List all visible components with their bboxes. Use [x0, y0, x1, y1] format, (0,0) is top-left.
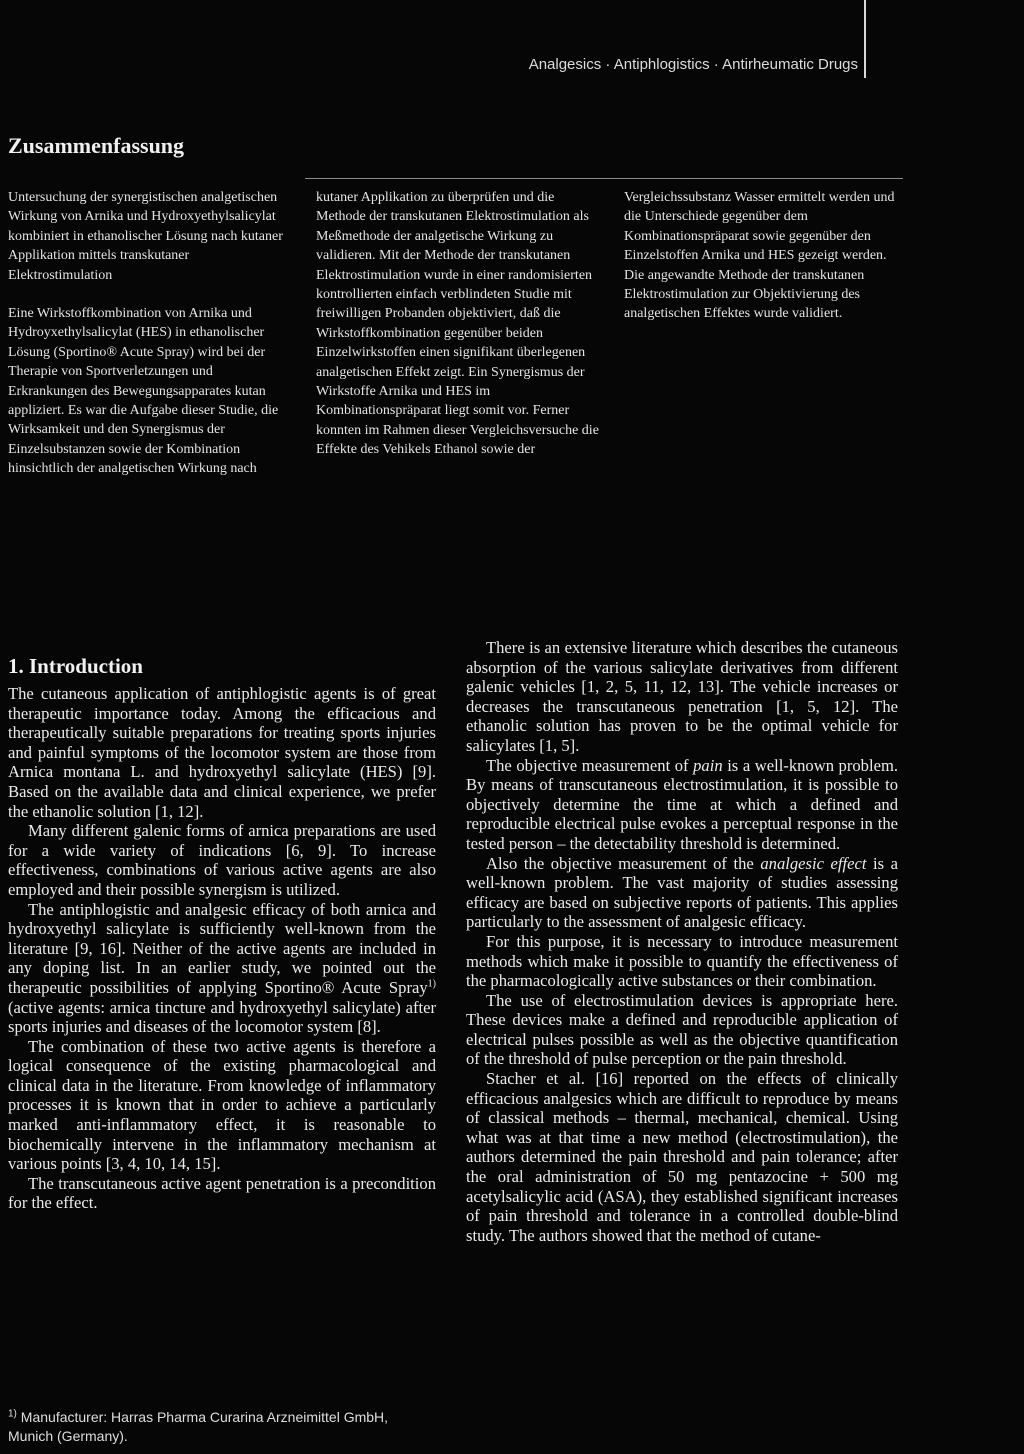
footnote-reference: 1): [427, 978, 436, 990]
section-heading-introduction: 1. Introduction: [8, 654, 143, 678]
summary-paragraph: Eine Wirkstoffkombination von Arnika und Hydroyxethylsalicylat (HES) in ethanolischer Lösung (Sportino® Acute Spray) wird bei der Therapie von Sportverletzungen und Erkrankungen des Bewegungsapparates kutan appliziert. Es war die Aufgabe dieser Studie, die Wirksamkeit und den Synergismus der Einzelsubstanzen sowie der Kombination hinsichtlich der analgetischen Wirkung nach: [8, 306, 279, 477]
body-paragraph: Stacher et al. [16] reported on the effects of clinically efficacious analgesics which are difficult to reproduce by means of classical methods – thermal, mechanical, chemical. Using what was at that time a new method (electrostimulation), the authors determined the pain threshold and pain tolerance; after the oral administration of 50 mg pentazocine + 500 mg acetylsalicylic acid (ASA), they established significant increases of pain threshold and tolerance in a controlled double-blind study. The authors showed that the method of cutane-: [466, 1069, 898, 1245]
body-paragraph: The combination of these two active agents is therefore a logical consequence of the existing pharmacological and clinical data in the literature. From knowledge of inflammatory processes it is known that in order to achieve a particularly marked anti-inflammatory effect, it is reasonable to biochemically intervene in the inflammatory mechanism at various points [3, 4, 10, 14, 15].: [8, 1036, 436, 1174]
header-vertical-rule: [864, 0, 866, 78]
body-paragraph: [8, 900, 436, 1037]
emphasis-text: analgesic effect: [760, 853, 867, 873]
summary-paragraph: Vergleichssubstanz Wasser ermittelt werden und die Unterschiede gegenüber dem Kombinationspräparat sowie gegenüber den Einzelstoffen Arnika und HES gezeigt werden. Die angewandte Methode der transkutanen Elektrostimulation zur Objektivierung des analgetischen Effektes wurde validiert.: [624, 190, 895, 322]
summary-divider: [305, 178, 903, 179]
summary-heading: Untersuchung der synergistischen analgetischen Wirkung von Arnika und Hydroxyethylsalicylat kombiniert in ethanolischer Lösung nach kutaner Applikation mittels transkutaner Elektrostimulation: [8, 190, 283, 283]
summary-column-3: [624, 188, 902, 324]
body-column-left: [8, 654, 436, 1213]
running-head: Analgesics · Antiphlogistics · Antirheumatic Drugs: [528, 56, 858, 73]
body-text: is a well-known problem. By means of transcutaneous electrostimulation, it is possible to objectively determine the time at which a defined and reproducible electrical pulse evokes a perceptual response in the tested person – the detectability threshold is determined.: [466, 755, 898, 853]
body-column-right: [466, 638, 898, 1245]
body-text: The objective measurement of: [486, 755, 694, 775]
body-paragraph: There is an extensive literature which describes the cutaneous absorption of the various salicylate derivatives from different galenic vehicles [1, 2, 5, 11, 12, 13]. The vehicle increases or decreases the transcutaneous penetration [1, 5, 12]. The ethanolic solution has proven to be the optimal vehicle for salicylates [1, 5].: [466, 638, 898, 755]
body-paragraph: For this purpose, it is necessary to introduce measurement methods which make it possible to quantify the effectiveness of the pharmacologically active substances or their combination.: [466, 931, 898, 991]
summary-column-1: [8, 188, 290, 479]
body-paragraph: The transcutaneous active agent penetration is a precondition for the effect.: [8, 1173, 436, 1213]
summary-title: Zusammenfassung: [8, 133, 185, 158]
body-text: Also the objective measurement of the: [486, 853, 761, 873]
footnote: [8, 1408, 436, 1446]
body-paragraph: [466, 854, 898, 932]
body-paragraph: The use of electrostimulation devices is appropriate here. These devices make a defined and reproducible application of electrical pulses possible as well as the objective quantification of the threshold of pulse perception or the pain threshold.: [466, 990, 898, 1069]
body-paragraph: The cutaneous application of antiphlogistic agents is of great therapeutic importance today. Among the efficacious and therapeutically suitable preparations for treating sports injuries and painful symptoms of the locomotor system are those from Arnica montana L. and hydroxyethyl salicylate (HES) [9]. Based on the available data and clinical experience, we prefer the ethanolic solution [1, 12].: [8, 684, 436, 821]
footnote-text: Manufacturer: Harras Pharma Curarina Arzneimittel GmbH, Munich (Germany).: [8, 1409, 389, 1444]
body-text: (active agents: arnica tincture and hydroxyethyl salicylate) after sports injuries and diseases of the locomotor system [8].: [8, 997, 436, 1037]
summary-paragraph: kutaner Applikation zu überprüfen und die Methode der transkutanen Elektrostimulation als Meßmethode der analgetische Wirkung zu validieren. Mit der Methode der transkutanen Elektrostimulation wurde in einer randomisierten kontrollierten einfach verblindeten Studie mit freiwilligen Probanden objektiviert, daß die Wirkstoffkombination gegenüber beiden Einzelwirkstoffen einen signifikant überlegenen analgetischen Effekt zeigt. Ein Synergismus der Wirkstoffe Arnika und HES im Kombinationspräparat liegt somit vor. Ferner konnten im Rahmen dieser Vergleichsversuche die Effekte des Vehikels Ethanol sowie der: [316, 190, 599, 458]
body-text: is a well-known problem. The vast majority of studies assessing efficacy are based on subjective reports of patients. This applies particularly to the assessment of analgesic efficacy.: [466, 853, 899, 932]
body-text: The antiphlogistic and analgesic efficacy of both arnica and hydroxyethyl salicylate is sufficiently well-known from the literature [9, 16]. Neither of the active agents are included in any doping list. In an earlier study, we pointed out the therapeutic possibilities of applying Sportino® Acute Spray: [8, 899, 436, 997]
emphasis-text: pain: [693, 755, 723, 775]
body-paragraph: [466, 756, 898, 854]
summary-column-2: [316, 188, 600, 460]
body-paragraph: Many different galenic forms of arnica preparations are used for a wide variety of indications [6, 9]. To increase effectiveness, combinations of various active agents are also employed and their possible synergism is utilized.: [8, 821, 436, 899]
footnote-mark: 1): [8, 1408, 17, 1420]
